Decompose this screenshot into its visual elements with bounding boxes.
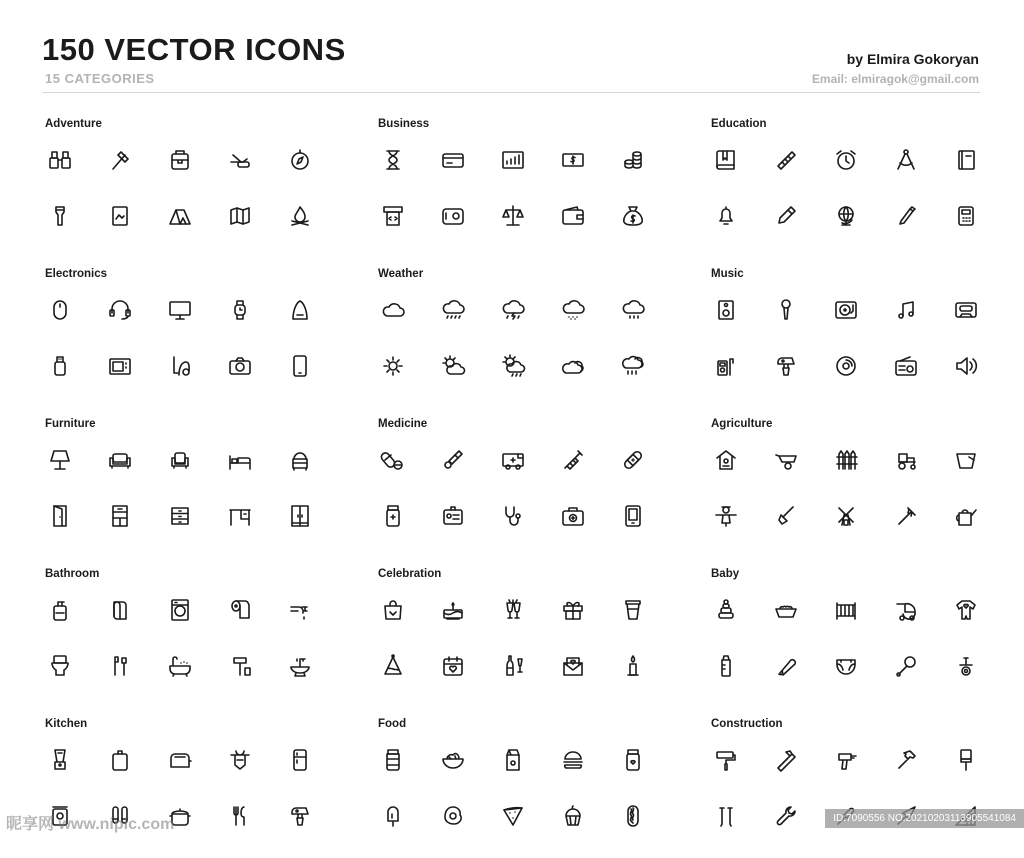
cloud-icon (378, 295, 408, 325)
microwave-icon (105, 351, 135, 381)
atm-icon (378, 201, 408, 231)
sofa-icon (105, 445, 135, 475)
toilet-icon (45, 651, 75, 681)
jar-icon (378, 745, 408, 775)
music-note-icon (891, 295, 921, 325)
stacking-toy-icon (711, 595, 741, 625)
rattle-icon (891, 651, 921, 681)
crib-icon (831, 595, 861, 625)
windmill-icon (831, 501, 861, 531)
salad-bowl-icon (438, 745, 468, 775)
watermark-id: ID:7090556 NO:20210203113905541084 (825, 809, 1024, 828)
ruler-icon (771, 145, 801, 175)
watering-can-icon (951, 501, 981, 531)
watermark-logo: 昵享网 www.nipic.com (6, 816, 175, 833)
pill-bottle-icon (378, 501, 408, 531)
category-bathroom (45, 568, 365, 708)
syringe-icon (558, 445, 588, 475)
microphone-icon (771, 295, 801, 325)
baby-bottle-icon (711, 651, 741, 681)
pizza-icon (498, 801, 528, 831)
money-bag-icon (618, 201, 648, 231)
category-weather (378, 268, 698, 408)
category-business (378, 118, 698, 258)
first-aid-kit-icon (558, 501, 588, 531)
door-icon (45, 501, 75, 531)
diaper-icon (831, 651, 861, 681)
milk-icon (498, 745, 528, 775)
towel-icon (105, 595, 135, 625)
header-divider (42, 92, 980, 93)
candle-icon (618, 651, 648, 681)
cassette-icon (951, 295, 981, 325)
cloud-heavy-rain-icon (618, 351, 648, 381)
sun-cloud-icon (438, 351, 468, 381)
tablet-icon (618, 501, 648, 531)
axe-icon (105, 145, 135, 175)
pocket-knife-icon (225, 145, 255, 175)
washing-machine-icon (165, 595, 195, 625)
tractor-icon (891, 445, 921, 475)
author-email: Email: elmiragok@gmail.com (811, 72, 979, 86)
stroller-icon (891, 595, 921, 625)
drawing-compass-icon (891, 145, 921, 175)
volume-icon (951, 351, 981, 381)
safety-pin-icon (771, 651, 801, 681)
category-education (711, 118, 1024, 258)
armchair-icon (165, 445, 195, 475)
sun-cloud-rain-icon (498, 351, 528, 381)
cupcake-icon (558, 801, 588, 831)
cake-icon (438, 595, 468, 625)
campfire-icon (285, 201, 315, 231)
category-title: Adventure (45, 118, 102, 130)
apron-icon (225, 745, 255, 775)
sun-icon (378, 351, 408, 381)
category-music (711, 268, 1024, 408)
lamp-icon (45, 445, 75, 475)
category-celebration (378, 568, 698, 708)
credit-card-icon (438, 145, 468, 175)
party-hat-icon (378, 651, 408, 681)
soap-dispenser-icon (45, 595, 75, 625)
ice-pop-icon (378, 801, 408, 831)
hammer-icon (891, 745, 921, 775)
iron-icon (285, 295, 315, 325)
category-title: Food (378, 718, 407, 730)
compass-icon (285, 145, 315, 175)
scarecrow-icon (711, 501, 741, 531)
category-furniture (45, 418, 365, 558)
bucket-icon (951, 445, 981, 475)
cloud-drizzle-icon (618, 295, 648, 325)
pills-icon (378, 445, 408, 475)
scales-icon (498, 201, 528, 231)
category-title: Education (711, 118, 767, 130)
desk-icon (225, 501, 255, 531)
category-title: Baby (711, 568, 740, 580)
thermometer-icon (438, 445, 468, 475)
stethoscope-icon (498, 501, 528, 531)
category-baby (711, 568, 1024, 708)
category-title: Bathroom (45, 568, 100, 580)
baby-bath-icon (771, 595, 801, 625)
hot-dog-icon (618, 801, 648, 831)
sink-icon (285, 651, 315, 681)
page-subtitle: 15 CATEGORIES (45, 71, 155, 86)
author-credit: by Elmira Gokoryan (846, 51, 979, 67)
vacuum-cleaner-icon (165, 351, 195, 381)
book-icon (711, 145, 741, 175)
category-adventure (45, 118, 365, 258)
page-title: 150 VECTOR ICONS (42, 32, 346, 67)
map-icon (225, 201, 255, 231)
wallet-icon (558, 201, 588, 231)
love-letter-icon (558, 651, 588, 681)
burger-icon (558, 745, 588, 775)
gift-bag-icon (378, 595, 408, 625)
cloud-storm-icon (498, 295, 528, 325)
cloud-snow-icon (558, 295, 588, 325)
dresser-icon (285, 445, 315, 475)
nails-icon (711, 801, 741, 831)
tent-icon (165, 201, 195, 231)
brush-icon (951, 745, 981, 775)
mixer-icon (771, 351, 801, 381)
cutting-board-icon (105, 745, 135, 775)
calendar-heart-icon (438, 651, 468, 681)
category-title: Furniture (45, 418, 96, 430)
jam-icon (618, 745, 648, 775)
category-food (378, 718, 698, 858)
champagne-icon (498, 651, 528, 681)
fence-icon (831, 445, 861, 475)
cutlery-icon (225, 801, 255, 831)
wrench-icon (771, 801, 801, 831)
toilet-paper-icon (225, 595, 255, 625)
category-title: Construction (711, 718, 783, 730)
bell-icon (711, 201, 741, 231)
category-electronics (45, 268, 365, 408)
toothbrushes-icon (105, 651, 135, 681)
coins-icon (618, 145, 648, 175)
rake-icon (891, 501, 921, 531)
turntable-icon (831, 295, 861, 325)
id-badge-icon (438, 501, 468, 531)
paint-roller-icon (711, 745, 741, 775)
usb-stick-icon (45, 351, 75, 381)
cabinet-icon (105, 501, 135, 531)
camera-icon (225, 351, 255, 381)
category-title: Electronics (45, 268, 107, 280)
speaker-icon (711, 295, 741, 325)
fridge-icon (285, 745, 315, 775)
wheelbarrow-icon (771, 445, 801, 475)
category-title: Celebration (378, 568, 442, 580)
clouds-icon (558, 351, 588, 381)
mouse-icon (45, 295, 75, 325)
smartphone-icon (285, 351, 315, 381)
drawers-icon (165, 501, 195, 531)
fried-egg-icon (438, 801, 468, 831)
media-player-icon (711, 351, 741, 381)
safe-icon (438, 201, 468, 231)
pencil-icon (771, 201, 801, 231)
globe-icon (831, 201, 861, 231)
category-title: Music (711, 268, 744, 280)
pen-icon (891, 201, 921, 231)
category-construction (711, 718, 1024, 858)
cloud-rain-icon (438, 295, 468, 325)
razor-icon (225, 651, 255, 681)
category-kitchen (45, 718, 365, 858)
flashlight-icon (45, 201, 75, 231)
category-title: Agriculture (711, 418, 773, 430)
binoculars-icon (45, 145, 75, 175)
bandage-icon (618, 445, 648, 475)
backpack-icon (165, 145, 195, 175)
wardrobe-icon (285, 501, 315, 531)
monitor-icon (165, 295, 195, 325)
hourglass-icon (378, 145, 408, 175)
notebook-icon (951, 145, 981, 175)
ambulance-icon (498, 445, 528, 475)
pacifier-icon (951, 651, 981, 681)
bed-icon (225, 445, 255, 475)
bathtub-icon (165, 651, 195, 681)
category-title: Medicine (378, 418, 428, 430)
mixer-icon (285, 801, 315, 831)
alarm-clock-icon (831, 145, 861, 175)
cash-icon (558, 145, 588, 175)
category-title: Business (378, 118, 430, 130)
gift-icon (558, 595, 588, 625)
blender-icon (45, 745, 75, 775)
category-medicine (378, 418, 698, 558)
shovel-icon (771, 501, 801, 531)
saw-icon (771, 745, 801, 775)
growth-chart-icon (498, 145, 528, 175)
vinyl-icon (831, 351, 861, 381)
headset-icon (105, 295, 135, 325)
calculator-icon (951, 201, 981, 231)
category-title: Kitchen (45, 718, 88, 730)
coffee-cup-icon (618, 595, 648, 625)
photo-frame-icon (105, 201, 135, 231)
birdhouse-icon (711, 445, 741, 475)
radio-icon (891, 351, 921, 381)
category-title: Weather (378, 268, 424, 280)
cheers-icon (498, 595, 528, 625)
watch-icon (225, 295, 255, 325)
toaster-icon (165, 745, 195, 775)
faucet-icon (285, 595, 315, 625)
drill-icon (831, 745, 861, 775)
onesie-icon (951, 595, 981, 625)
category-agriculture (711, 418, 1024, 558)
